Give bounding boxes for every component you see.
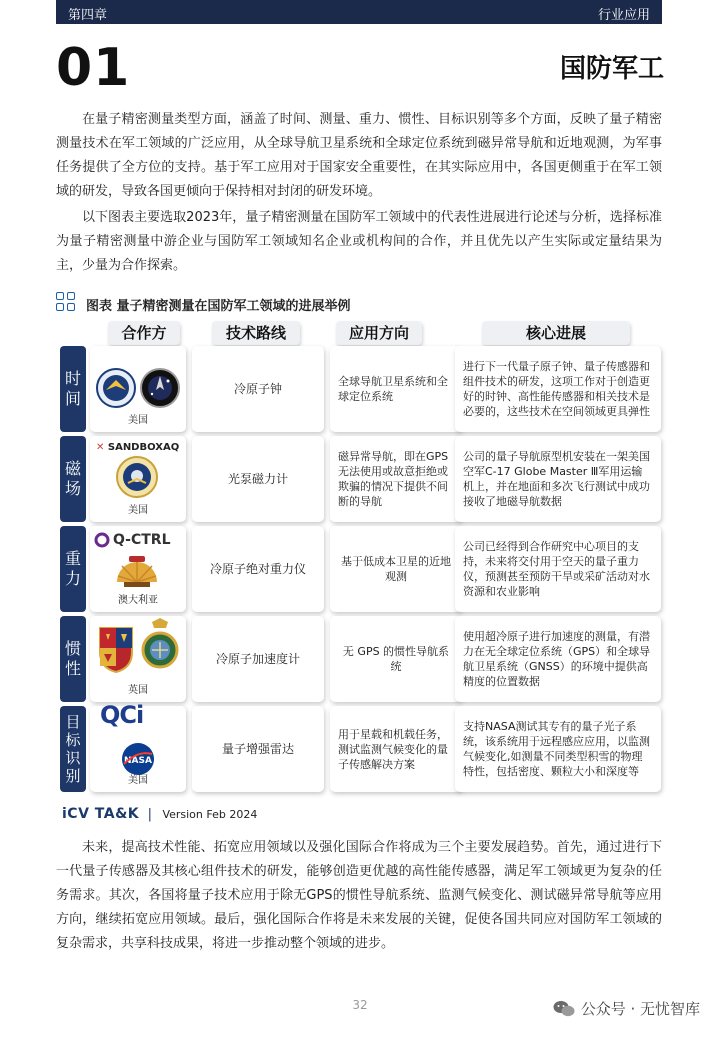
partner-country: 美国: [128, 775, 148, 786]
q-ctrl-logo: Q-CTRL: [94, 532, 171, 548]
tech-route: 冷原子加速度计: [215, 651, 300, 666]
royal-marines-badge: [140, 618, 180, 674]
tech-route: 量子增强雷达: [221, 741, 294, 756]
partner-card: [90, 436, 186, 522]
progress-card: [455, 436, 661, 522]
row-category-tag: [60, 346, 86, 432]
category-char: 别: [65, 767, 81, 785]
application-card: [330, 346, 462, 432]
figure-title: 图表 量子精密测量在国防军工领域的进展举例: [86, 299, 351, 314]
row-category-tag: [60, 526, 86, 612]
section-number: 01: [56, 38, 131, 98]
progress-text: 进行下一代量子原子钟、量子传感器和组件技术的研发，这项工作对于创造更好的时钟、高性能传感器和相关技术是必要的，这些技术在空间领域更具弹性: [463, 360, 650, 418]
column-header-partner: 合作方: [108, 321, 180, 345]
application-text: 全球导航卫星系统和全球定位系统: [338, 375, 448, 403]
application-text: 用于星载和机载任务，测试监测气候变化的量子传感解决方案: [338, 727, 448, 771]
space-force-logo: [140, 368, 180, 408]
progress-text: 支持NASA测试其专有的量子光子系统，该系统用于远程感应应用，以监测气候变化,如测量不同类型积雪的物理特性，包括密度、颗粒大小和深度等: [463, 720, 650, 778]
source-brand: iCV TA&K: [62, 806, 140, 822]
partner-country: 英国: [128, 685, 148, 696]
intro-paragraph: 在量子精密测量类型方面，涵盖了时间、测量、重力、惯性、目标识别等多个方面，反映了量子精密测量技术在军工领域的广泛应用，从全球导航卫星系统和全球定位系统到磁异常导航和近地观测，为军事任务提供了全方位的支持。基于军工应用对于国家安全重要性，在其实际应用中，各国更侧重于在军工领域的研发，导致各国更倾向于保持相对封闭的研发环境。: [56, 112, 662, 199]
application-text: 基于低成本卫星的近地观测: [341, 555, 451, 583]
svg-text:NASA: NASA: [124, 756, 152, 766]
partner-country: 美国: [128, 415, 148, 426]
tech-route: 光泵磁力计: [227, 471, 288, 486]
category-char: 识: [65, 749, 81, 767]
section-category-label: 行业应用: [597, 8, 650, 23]
category-char: 重: [64, 549, 81, 568]
tech-card: [192, 436, 324, 522]
progress-text: 使用超冷原子进行加速度的测量，有潜力在无全球定位系统（GPS）和全球导航卫星系统（GNSS）的环境中提供高精度的位置数据: [463, 630, 651, 688]
category-char: 性: [64, 659, 81, 678]
figure-source: [62, 806, 257, 822]
watermark-text: 公众号 · 无忧智库: [580, 1000, 700, 1018]
column-header-application: 应用方向: [336, 321, 422, 345]
partner-card: [90, 616, 186, 702]
category-char: 场: [64, 479, 81, 498]
air-force-seal-logo: [116, 456, 158, 498]
trend-paragraph: 未来，提高技术性能、拓宽应用领域以及强化国际合作将成为三个主要发展趋势。首先，通过进行下一代量子传感器及其核心组件技术的研发，能够创造更优越的高性能传感器，满足军工领域更为复杂的任务需求。其次，各国将量子技术应用于除无GPS的惯性导航系统、监测气候变化、测试磁异常导航等应用方向，继续拓宽应用领域。最后，强化国际合作将是未来发展的关键，促使各国共同应对国防军工领域的复杂需求，共享科技成果，将进一步推动整个领域的进步。: [56, 840, 662, 951]
chapter-header-bar: [56, 0, 662, 24]
tech-card: [192, 346, 324, 432]
progress-card: [455, 706, 661, 792]
application-text: 无 GPS 的惯性导航系统: [342, 645, 450, 673]
figure-grid-icon: [56, 292, 76, 312]
column-header-progress: 核心进展: [482, 321, 630, 345]
progress-card: [455, 526, 661, 612]
wechat-icon: [553, 1000, 575, 1018]
tech-route: 冷原子绝对重力仪: [209, 561, 306, 576]
tech-card: [192, 616, 324, 702]
category-char: 时: [64, 369, 81, 388]
partner-card: [90, 526, 186, 612]
progress-card: [455, 346, 661, 432]
tech-route: 冷原子钟: [233, 381, 282, 396]
source-divider: |: [147, 807, 152, 822]
tech-card: [192, 526, 324, 612]
watermark: [553, 998, 700, 1019]
row-category-tag: [60, 706, 86, 792]
category-char: 力: [64, 569, 81, 588]
source-version: Version Feb 2024: [162, 808, 258, 821]
partner-country: 澳大利亚: [118, 595, 158, 606]
application-card: [330, 706, 462, 792]
q-ctrl-mark-icon: [94, 532, 110, 548]
page-number: 32: [352, 998, 368, 1012]
partner-card: [90, 346, 186, 432]
category-char: 目: [65, 713, 81, 731]
row-category-tag: [60, 616, 86, 702]
progress-text: 公司的量子导航原型机安装在一架美国空军C-17 Globe Master Ⅲ军用运输机上，并在地面和多次飞行测试中成功接收了地磁导航数据: [463, 450, 650, 508]
australian-army-emblem: [114, 554, 160, 588]
progress-text: 公司已经得到合作研究中心项目的支持，未来将交付用于空天的量子重力仪，预测甚至预防干旱或采矿活动对水资源和农业影响: [463, 540, 650, 598]
tech-card: [192, 706, 324, 792]
royal-coat-of-arms-shield: [96, 624, 136, 674]
category-char: 磁: [64, 459, 81, 478]
category-char: 惯: [64, 639, 81, 658]
application-card: [330, 616, 462, 702]
air-force-research-logo: [96, 368, 136, 408]
progress-card: [455, 616, 661, 702]
category-char: 标: [65, 731, 81, 749]
sandboxaq-logo: ✕ SANDBOXAQ: [96, 442, 180, 453]
selection-paragraph: 以下图表主要选取2023年，量子精密测量在国防军工领域中的代表性进展进行论述与分析，选择标准为量子精密测量中游企业与国防军工领域知名企业或机构间的合作，并且优先以产生实际或定量结果为主，少量为合作探索。: [56, 210, 662, 273]
nasa-meatball-logo: [120, 742, 156, 776]
application-card: [330, 436, 462, 522]
qci-logo: QCi: [100, 701, 144, 729]
category-char: 间: [64, 389, 81, 408]
partner-country: 美国: [128, 505, 148, 516]
chapter-label: 第四章: [68, 8, 108, 23]
application-card: [330, 526, 462, 612]
section-title: 国防军工: [559, 54, 664, 84]
row-category-tag: [60, 436, 86, 522]
column-header-tech: 技术路线: [212, 321, 300, 345]
partner-card: [90, 701, 186, 792]
application-text: 磁异常导航，即在GPS无法使用或故意拒绝或欺骗的情况下提供不间断的导航: [338, 450, 449, 508]
